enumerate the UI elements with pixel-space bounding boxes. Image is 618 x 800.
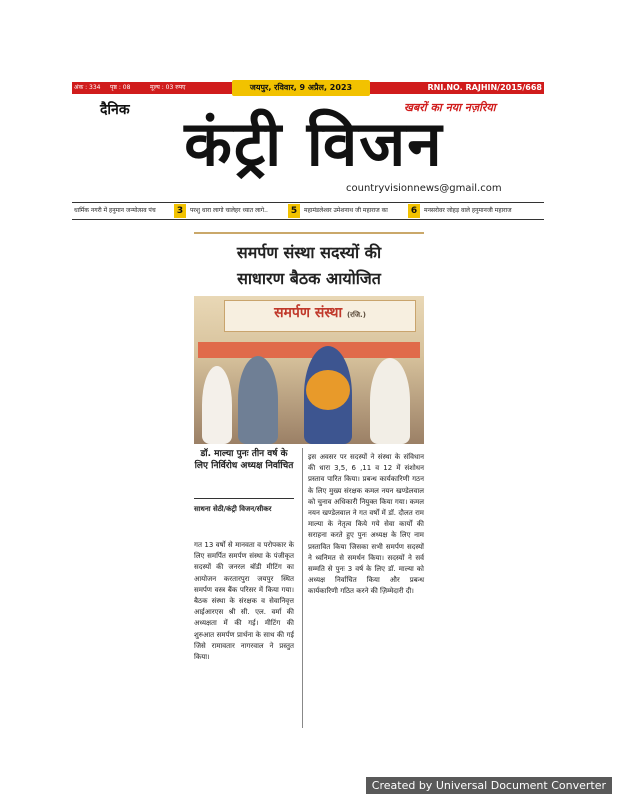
photo-banner-title: समर्पण संस्था (रजि.) — [274, 305, 366, 321]
rni-number: RNI.NO. RAJHIN/2015/668 — [427, 83, 542, 92]
converter-watermark: Created by Universal Document Converter — [366, 777, 612, 794]
ticker-item: धार्मिक नगरी में हनुमान जन्मोत्सव पंच — [74, 207, 156, 214]
photo-backdrop-strip — [198, 342, 420, 358]
ticker-page-number: 6 — [408, 204, 420, 218]
column-divider — [302, 448, 303, 728]
issue-date: जयपुर, रविवार, 9 अप्रैल, 2023 — [232, 80, 370, 96]
person-figure — [238, 356, 278, 444]
subhead-rule — [194, 498, 294, 499]
article-byline: साधना सेठी/कंट्री विजन/सीकर — [194, 505, 272, 513]
masthead-logo: कंट्री विजन — [184, 107, 444, 180]
contact-email: countryvisionnews@gmail.com — [346, 183, 502, 194]
ticker-item: मनसरोवर जोहड़ वाले हनुमानजी महाराज — [424, 207, 512, 214]
article-subheadline: डॉ. माल्या पुनः तीन वर्ष के लिए निर्विरोध अध्यक्ष निर्वाचित — [194, 449, 294, 471]
clip-top-rule — [194, 232, 424, 234]
daily-label: दैनिक — [100, 102, 130, 118]
ticker-page-number: 5 — [288, 204, 300, 218]
photo-banner — [224, 300, 416, 332]
article-column-1: गत 13 वर्षो से मानवता व परोपकार के लिए समर्पित समर्पण संस्था के पंजीकृत सदस्यों की जनरल बॉडी मीटिंग का आयोजन करतारपुरा जयपुर स्थित समर्पण वस्त्र बैंक परिसर में किया गया। बैठक संस्था के संरक्षक व सेवानिवृत्त आईआरएस श्री सी. एल. वर्मा की अध्यक्षता में की गई। मीटिंग की शुरुआत समर्पण प्रार्थना के साथ की गई जिसे रामावतार नागरवाल ने प्रस्तुत किया। — [194, 541, 294, 662]
article-headline — [194, 240, 424, 292]
price: मूल्य : 03 रुपए — [150, 84, 186, 91]
garland — [306, 370, 350, 410]
page-count: पृष्ठ : 08 — [110, 84, 131, 91]
headline-line-2: साधारण बैठक आयोजित — [237, 269, 381, 288]
ticker-page-number: 3 — [174, 204, 186, 218]
ticker-item: परशु धारा लागो चालेहर ध्यात लागे.. — [190, 207, 268, 214]
headline-line-1: समर्पण संस्था सदस्यों की — [236, 243, 382, 262]
issue-number: अंक : 334 — [74, 84, 101, 91]
person-figure — [370, 358, 410, 444]
article-column-2: इस अवसर पर सदस्यों ने संस्था के संविधान की धारा 3,5, 6 ,11 व 12 में संशोधन प्रस्ताव पारित किया। प्रबन्ध कार्यकारिणी गठन के लिए मुख्य संरक्षक कमल नयन खण्डेलवाल को चुनाव अधिकारी नियुक्त किया गया। कमल नयन खण्डेलवाल ने गत वर्षों में डॉ. दौलत राम माल्या के नेतृत्व किये गये सेवा कार्यों की सराहना करते हुए पुनः अध्यक्ष के लिए नाम प्रस्तावित किया जिसका सभी समर्पण सदस्यों ने ध्वनिमत से समर्थन किया। सदस्यों ने सर्व सम्मति से पुनः 3 वर्ष के लिए डॉ. माल्या को अध्यक्ष निर्वाचित किया और प्रबन्ध कार्यकारिणी गठित करने की ज़िम्मेदारी दी। — [308, 453, 424, 596]
ticker-item: महामंडलेश्वर उमेशनाथ जी महाराज का — [304, 207, 388, 214]
headline-ticker — [72, 202, 544, 220]
article-photo — [194, 296, 424, 444]
person-figure — [202, 366, 232, 444]
tagline: खबरों का नया नज़रिया — [404, 101, 496, 114]
